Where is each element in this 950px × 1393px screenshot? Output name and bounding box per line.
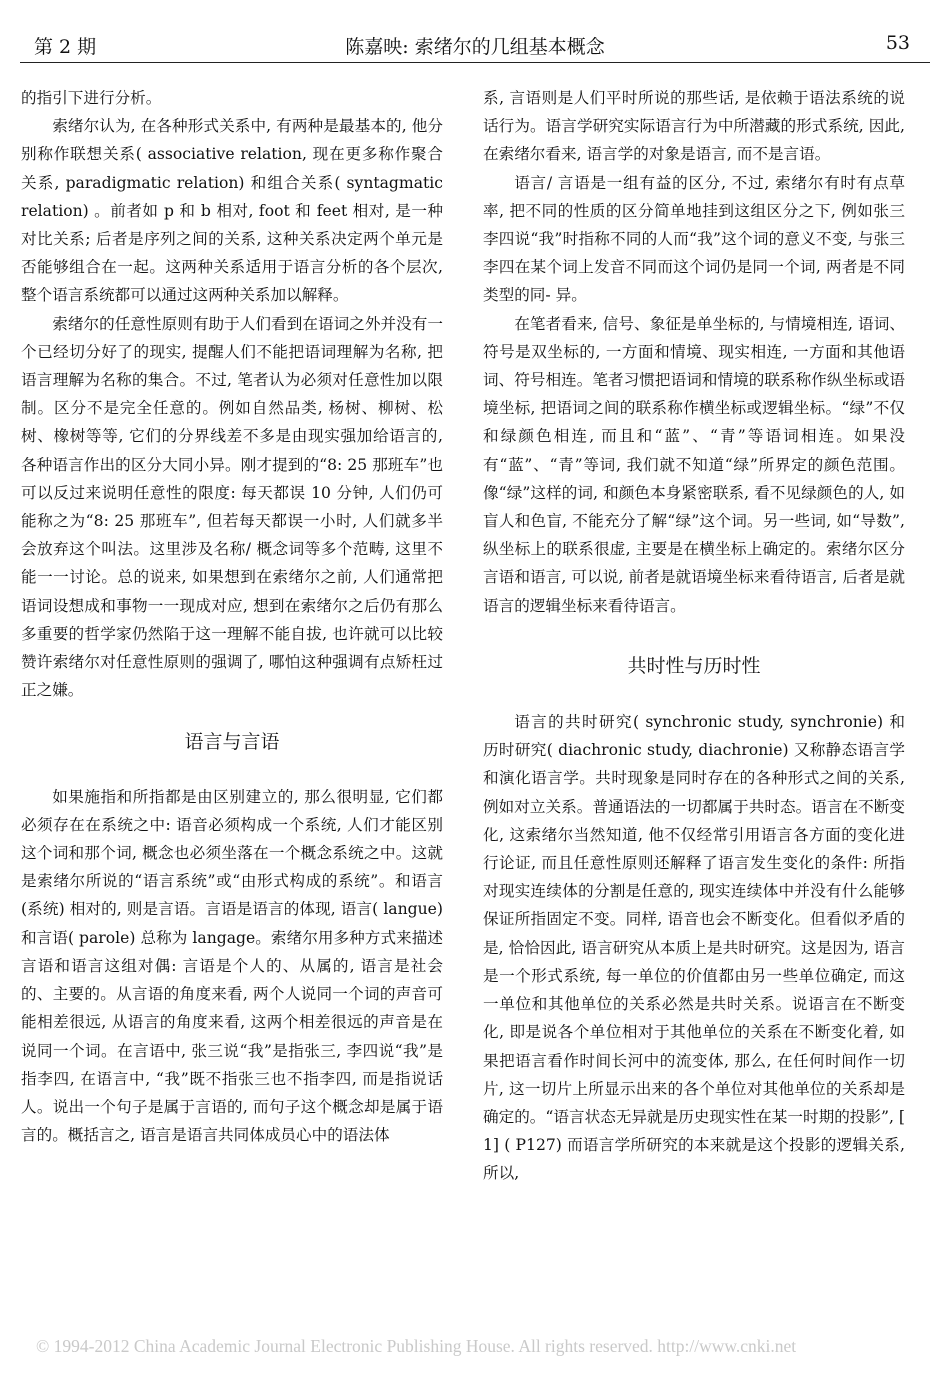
page-number: 53 — [885, 32, 910, 54]
paragraph: 如果施指和所指都是由区别建立的, 那么很明显, 它们都必须存在在系统之中: 语音必须构成一个系统, 人们才能区别这个词和那个词, 概念也必须坐落在一个概念系统之中。这就是索绪尔所说的“语言系统”或“由形式构成的系统”。和语言(系统) 相对的, 则是言语。言语是语言的体现, 语言( langue) 和言语( parole) 总称为 langage。索绪尔用多种方式来描述言语和语言这组对偶: 言语是个人的、从属的, 语言是社会的、主要的。从言语的角度来看, 两个人说同一个词的声音可能相差很远, 从语言的角度来看, 这两个相差很远的声音是在说同一个词。在言语中, 张三说“我”是指张三, 李四说“我”是指李四, 在语言中, “我”既不指张三也不指李四, 而是指说话人。说出一个句子是属于言语的, 而句子这个概念却是属于语言的。概括言之, 语言是语言共同体成员心中的语法体 — [21, 787, 443, 1145]
paragraph: 系, 言语则是人们平时所说的那些话, 是依赖于语法系统的说话行为。语言学研究实际语言行为中所潜藏的形式系统, 因此, 在索绪尔看来, 语言学的对象是语言, 而不是言语。 — [483, 89, 905, 164]
left-column — [21, 84, 443, 1149]
paragraph: 的指引下进行分析。 — [21, 89, 162, 107]
right-column — [483, 84, 905, 1188]
section-heading: 语言与言语 — [184, 731, 280, 754]
paragraph: 语言/ 言语是一组有益的区分, 不过, 索绪尔有时有点草率, 把不同的性质的区分简单地挂到这组区分之下, 例如张三李四说“我”时指称不同的人而“我”这个词的意义不变, 与张三李四在某个词上发音不同而这个词仍是同一个词, 两者是不同类型的同- 异。 — [483, 173, 905, 305]
copyright-watermark: © 1994-2012 China Academic Journal Electronic Publishing House. All rights reserved. http://www.cnki.net — [36, 1336, 797, 1356]
running-title: 陈嘉映: 索绪尔的几组基本概念 — [345, 36, 605, 58]
section-heading: 共时性与历时性 — [627, 654, 761, 677]
issue-number: 第 2 期 — [34, 36, 97, 58]
paragraph: 在笔者看来, 信号、象征是单坐标的, 与情境相连, 语词、符号是双坐标的, 一方面和情境、现实相连, 一方面和其他语词、符号相连。笔者习惯把语词和情境的联系称作纵坐标或语境坐标, 把语词之间的联系称作横坐标或逻辑坐标。“绿”不仅和绿颜色相连, 而且和“蓝”、“青”等语词相连。如果没有“蓝”、“青”等词, 我们就不知道“绿”所界定的颜色范围。像“绿”这样的词, 和颜色本身紧密联系, 看不见绿颜色的人, 如盲人和色盲, 不能充分了解“绿”这个词。另一些词, 如“导数”, 纵坐标上的联系很虚, 主要是在横坐标上确定的。索绪尔区分言语和语言, 可以说, 前者是就语境坐标来看待语言, 后者是就语言的逻辑坐标来看待语言。 — [483, 314, 905, 615]
paragraph: 索绪尔认为, 在各种形式关系中, 有两种是最基本的, 他分别称作联想关系( associative relation, 现在更多称作聚合关系, paradigmatic relation) 和组合关系( syntagmatic relation) 。前者如 p 和 b 相对, foot 和 feet 相对, 是一种对比关系; 后者是序列之间的关系, 这种关系决定两个单元是否能够组合在一起。这两种关系适用于语言分析的各个层次, 整个语言系统都可以通过这两种关系加以解释。 — [21, 117, 443, 305]
paragraph: 语言的共时研究( synchronic study, synchronie) 和历时研究( diachronic study, diachronie) 又称静态语言学和演化语言学。共时现象是同时存在的各种形式之间的关系, 例如对立关系。普通语法的一切都属于共时态。语言在不断变化, 这索绪尔当然知道, 他不仅经常引用语言各方面的变化进行论证, 而且任意性原则还解释了语言发生变化的条件: 所指对现实连续体的分割是任意的, 现实连续体中并没有什么能够保证所指固定不变。同样, 语音也会不断变化。但看似矛盾的是, 恰恰因此, 语言研究从本质上是共时研究。这是因为, 语言是一个形式系统, 每一单位的价值都由另一些单位确定, 而这一单位和其他单位的关系必然是共时关系。说语言在不断变化, 即是说各个单位相对于其他单位的关系在不断变化着, 如果把语言看作时间长河中的流变体, 那么, 在任何时间作一切片, 这一切片上所显示出来的各个单位对其他单位的关系却是确定的。“语言状态无异就是历史现实性在某一时期的投影”, [ 1] ( P127) 而语言学所研究的本来就是这个投影的逻辑关系, 所以, — [483, 713, 905, 1183]
paragraph: 索绪尔的任意性原则有助于人们看到在语词之外并没有一个已经切分好了的现实, 提醒人们不能把语词理解为名称, 把语言理解为名称的集合。不过, 笔者认为必须对任意性加以限制。区分不是完全任意的。例如自然品类, 杨树、柳树、松树、橡树等等, 它们的分界线差不多是由现实强加给语言的, 各种语言作出的区分大同小异。刚才提到的“8: 25 那班车”也可以反过来说明任意性的限度: 每天都误 10 分钟, 人们仍可能称之为“8: 25 那班车”, 但若每天都误一小时, 人们就多半会放弃这个叫法。这里涉及名称/ 概念词等多个范畴, 这里不能一一讨论。总的说来, 如果想到在索绪尔之前, 人们通常把语词设想成和事物一一现成对应, 想到在索绪尔之后仍有那么多重要的哲学家仍然陷于这一理解不能自拔, 也许就可以比较赞许索绪尔对任意性原则的强调了, 哪怕这种强调有点矫枉过正之嫌。 — [21, 314, 443, 700]
running-header — [20, 30, 930, 63]
